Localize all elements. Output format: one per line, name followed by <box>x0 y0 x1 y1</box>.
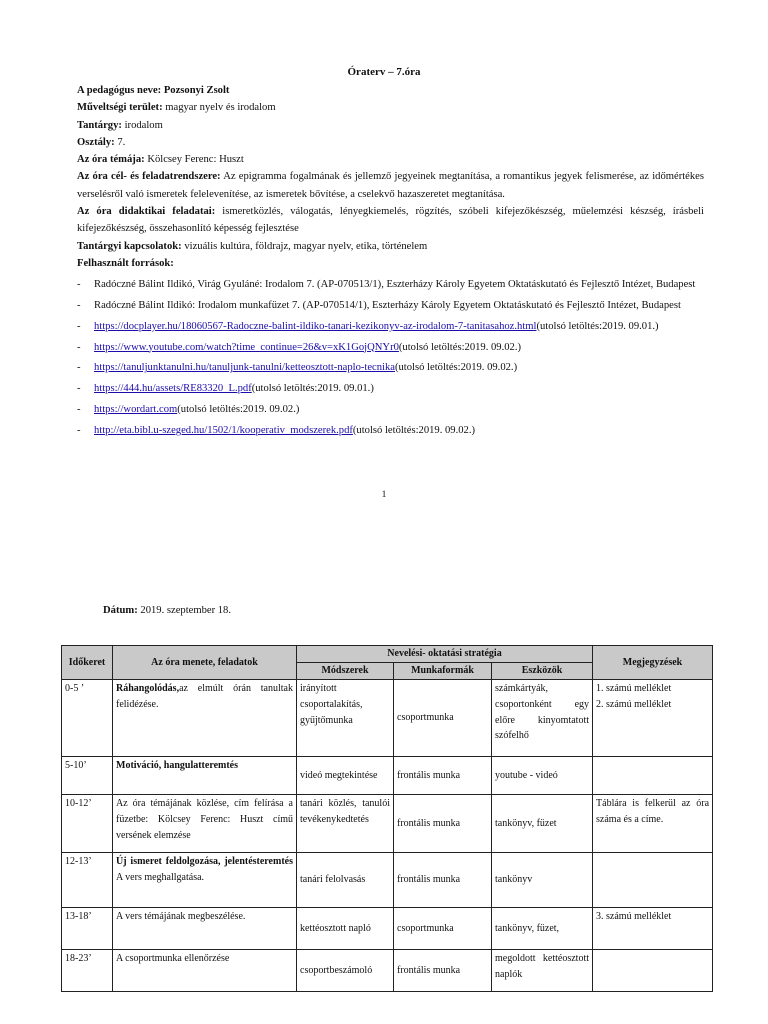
cell-time: 13-18’ <box>62 908 113 950</box>
sources-heading <box>77 255 704 272</box>
header-tools: Eszközök <box>492 663 593 680</box>
cell-note <box>593 680 713 757</box>
goal-line <box>77 168 704 203</box>
cell-note: 3. számú melléklet <box>593 908 713 950</box>
cell-method: tanári közlés, tanulói tevékenykedtetés <box>297 795 394 853</box>
source-link[interactable]: https://444.hu/assets/RE83320_L.pdf <box>94 383 252 395</box>
source-link[interactable]: http://eta.bibl.u-szeged.hu/1502/1/kooperativ_modszerek.pdf <box>94 425 353 437</box>
cell-course <box>113 757 297 795</box>
cell-course: Az óra témájának közlése, cím felírása a füzetbe: Kölcsey Ferenc: Huszt című versének elemzése <box>113 795 297 853</box>
source-link[interactable]: https://tanuljunktanulni.hu/tanuljunk-tanulni/ketteosztott-naplo-tecnika <box>94 362 395 374</box>
goal-label: Az óra cél- és feladatrendszere: <box>77 171 221 183</box>
cell-workform: frontális munka <box>394 853 492 908</box>
topic-label: Az óra témája: <box>77 154 145 166</box>
source-suffix: (utolsó letöltés:2019. 09.01.) <box>251 383 374 395</box>
teacher-value: Pozsonyi Zsolt <box>163 85 230 96</box>
source-link[interactable]: https://www.youtube.com/watch?time_continue=26&v=xK1GojQNYr0 <box>94 341 399 353</box>
cell-tool: tankönyv, füzet, <box>492 908 593 950</box>
page-number: 1 <box>381 490 387 500</box>
source-text: Radóczné Bálint Ildikó, Virág Gyuláné: Irodalom 7. (AP-070513/1), Eszterházy Károly Egyetem Oktatáskutató és Fejlesztő Intézet, Budapest <box>94 278 696 290</box>
cell-tool: tankönyv, füzet <box>492 795 593 853</box>
teacher-line <box>77 82 704 99</box>
cell-course: A csoportmunka ellenőrzése <box>113 950 297 992</box>
cell-note <box>593 950 713 992</box>
date-value: 2019. szeptember 18. <box>140 605 232 616</box>
class-label: Osztály: <box>77 136 115 148</box>
source-text: Radóczné Bálint Ildikó: Irodalom munkafüzet 7. (AP-070514/1), Eszterházy Károly Egyetem Oktatáskutató és Fejlesztő Intézet, Budapest <box>94 299 681 311</box>
cell-course: A vers témájának megbeszélése. <box>113 908 297 950</box>
cell-note-line: 1. számú melléklet <box>596 683 672 694</box>
field-label: Műveltségi terület: <box>77 102 163 114</box>
subject-line <box>77 117 704 134</box>
cell-course-text: A vers meghallgatása. <box>116 871 205 883</box>
source-item <box>77 297 704 314</box>
header-course: Az óra menete, feladatok <box>113 646 297 680</box>
cell-workform: csoportmunka <box>394 908 492 950</box>
class-line <box>77 134 704 151</box>
goal-value: Az epigramma fogalmának és jellemző jegyeinek megtanítása, a romantikus jegyek felismerése, az időmértékes verselésről való ismeretek felelevenítése, az ismeretek bővítése, a cselekvő hazaszeretet megtanítása. <box>77 171 704 200</box>
source-item <box>77 401 704 418</box>
cell-method: tanári felolvasás <box>297 853 394 908</box>
didactic-label: Az óra didaktikai feladatai: <box>77 206 216 218</box>
table-row <box>62 908 713 950</box>
cell-workform: frontális munka <box>394 795 492 853</box>
source-suffix: (utolsó letöltés:2019. 09.02.) <box>352 425 476 437</box>
document-title: Óraterv – 7.óra <box>347 66 421 78</box>
cell-tool: tankönyv <box>492 853 593 908</box>
cell-note-line: 2. számú melléklet <box>596 698 672 710</box>
source-suffix: (utolsó letöltés:2019. 09.01.) <box>536 320 659 332</box>
cell-note <box>593 853 713 908</box>
source-item <box>77 380 704 397</box>
table-row <box>62 680 713 757</box>
cell-time: 0-5 ’ <box>62 680 113 757</box>
date-line <box>103 605 231 616</box>
cell-tool: számkártyák, csoportonként egy előre kinyomtatott szófelhő <box>492 680 593 757</box>
table-row <box>62 853 713 908</box>
header-workforms: Munkaformák <box>394 663 492 680</box>
class-value: 7. <box>117 136 126 148</box>
sources-label: Felhasznált források: <box>77 257 174 269</box>
cell-tool: youtube - videó <box>492 757 593 795</box>
source-item <box>77 339 704 356</box>
table-row <box>62 795 713 853</box>
cell-course-bold: Ráhangolódás, <box>116 683 180 694</box>
source-item <box>77 359 704 376</box>
topic-line <box>77 151 704 168</box>
cell-time: 10-12’ <box>62 795 113 853</box>
field-line <box>77 99 704 116</box>
teacher-label: A pedagógus neve: <box>77 85 162 96</box>
table-row <box>62 950 713 992</box>
cell-note: Táblára is felkerül az óra száma és a címe. <box>593 795 713 853</box>
source-item <box>77 276 704 293</box>
source-item <box>77 318 704 335</box>
cell-workform: frontális munka <box>394 950 492 992</box>
header-strategy: Nevelési- oktatási stratégia <box>297 646 593 663</box>
cell-course-bold: Motiváció, hangulatteremtés <box>116 760 239 771</box>
source-suffix: (utolsó letöltés:2019. 09.02.) <box>398 341 522 353</box>
source-suffix: (utolsó letöltés:2019. 09.02.) <box>177 404 300 416</box>
didactic-value: ismeretközlés, válogatás, lényegkiemelés, rögzítés, szóbeli kifejezőkészség, műelemzési készség, írásbeli kifejezőkészség, összehasonlító képesség fejlesztése <box>77 206 704 235</box>
header-methods: Módszerek <box>297 663 394 680</box>
cell-course <box>113 680 297 757</box>
cell-method: videó megtekintése <box>297 757 394 795</box>
cell-note <box>593 757 713 795</box>
sources-list <box>77 276 704 440</box>
cell-tool: megoldott kettéosztott naplók <box>492 950 593 992</box>
cell-method: irányított csoportalakítás, gyűjtőmunka <box>297 680 394 757</box>
cell-time: 12-13’ <box>62 853 113 908</box>
lesson-plan-table <box>61 645 713 992</box>
table-row <box>62 757 713 795</box>
cell-method: kettéosztott napló <box>297 908 394 950</box>
source-link[interactable]: https://wordart.com <box>94 404 178 416</box>
links-line <box>77 238 704 255</box>
cell-time: 18-23’ <box>62 950 113 992</box>
cell-time: 5-10’ <box>62 757 113 795</box>
source-suffix: (utolsó letöltés:2019. 09.02.) <box>394 362 518 374</box>
lesson-metadata <box>77 82 704 439</box>
header-notes: Megjegyzések <box>593 646 713 680</box>
links-label: Tantárgyi kapcsolatok: <box>77 240 182 252</box>
date-label: Dátum: <box>103 605 138 616</box>
links-value: vizuális kultúra, földrajz, magyar nyelv, etika, történelem <box>184 240 428 252</box>
cell-course-bold: Új ismeret feldolgozása, jelentésteremtés <box>116 856 293 867</box>
field-value: magyar nyelv és irodalom <box>165 102 276 114</box>
cell-workform: csoportmunka <box>394 680 492 757</box>
subject-value: irodalom <box>124 119 163 131</box>
cell-method: csoportbeszámoló <box>297 950 394 992</box>
topic-value: Kölcsey Ferenc: Huszt <box>147 154 244 166</box>
subject-label: Tantárgy: <box>77 119 122 131</box>
cell-course-text: az elmúlt órán tanultak felidézése. <box>116 683 293 710</box>
source-link[interactable]: https://docplayer.hu/18060567-Radoczne-balint-ildiko-tanari-kezikonyv-az-irodalom-7-tanitasahoz.html <box>94 320 537 332</box>
source-item <box>77 422 704 439</box>
cell-workform: frontális munka <box>394 757 492 795</box>
header-time: Időkeret <box>62 646 113 680</box>
didactic-line <box>77 203 704 238</box>
cell-course <box>113 853 297 908</box>
